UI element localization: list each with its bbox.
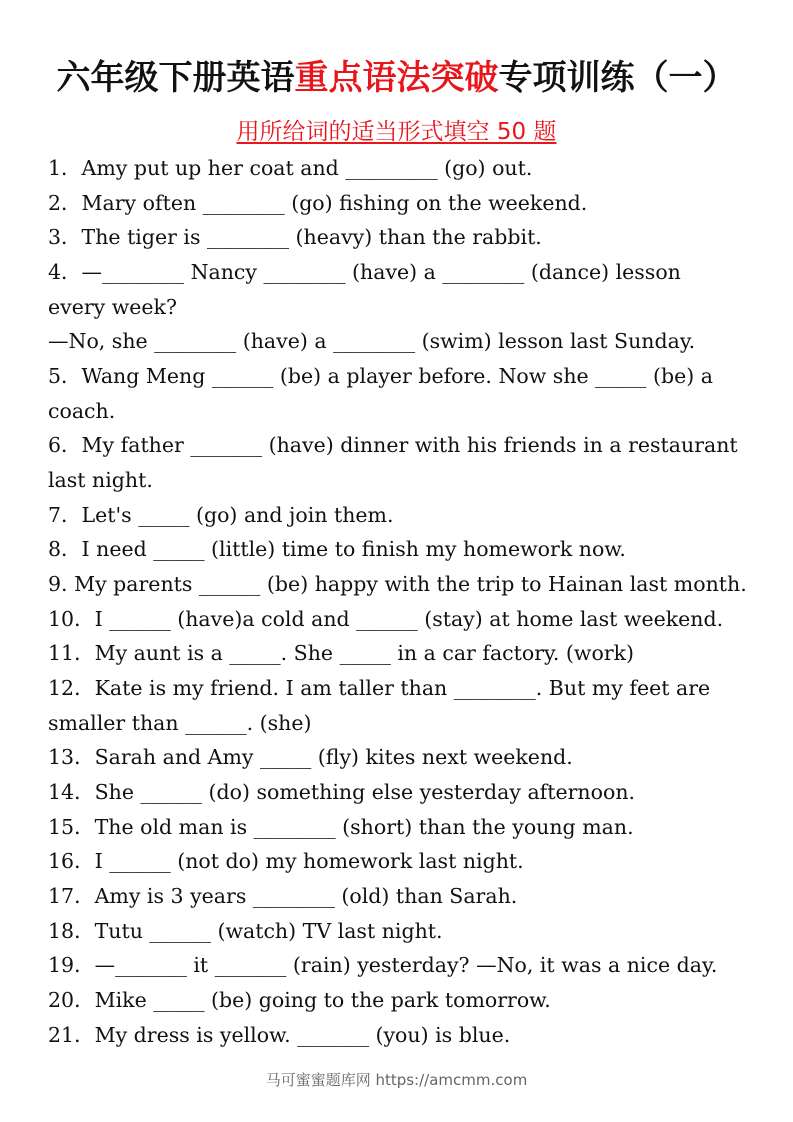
question-14 [48,775,748,810]
question-number: 9. [48,572,75,597]
question-4 [48,255,748,359]
question-text: Amy put up her coat and _________ (go) out. [81,156,533,180]
question-text: Amy is 3 years ________ (old) than Sarah. [94,884,518,909]
question-line [48,671,748,706]
question-list [48,151,748,1052]
question-21 [48,1018,748,1053]
question-number: 6． [48,433,82,458]
question-text: Sarah and Amy _____ (fly) kites next weekend. [94,745,573,770]
question-answer-line: —No, she ________ (have) a ________ (swim) lesson last Sunday. [48,329,696,354]
question-line [48,602,748,637]
question-line [48,220,748,255]
question-line-continued: coach. [48,398,116,423]
question-text: The tiger is ________ (heavy) than the rabbit. [81,225,542,250]
question-number: 17． [48,884,95,909]
question-line [48,948,748,983]
question-number: 8． [48,537,82,562]
question-text: Tutu ______ (watch) TV last night. [94,918,443,943]
question-11 [48,636,748,671]
question-text: The old man is ________ (short) than the young man. [94,814,634,839]
question-text: I need _____ (little) time to finish my homework now. [81,537,626,562]
question-3 [48,220,748,255]
question-number: 16． [48,849,95,874]
question-7 [48,498,748,533]
title-part-2: 专项训练（一） [498,58,737,98]
question-line [48,428,748,463]
section-subtitle: 用所给词的适当形式填空 50 题 [236,119,557,145]
question-number: 10． [48,606,95,631]
question-number: 13． [48,745,95,770]
question-5 [48,359,748,428]
question-text: I ______ (have)a cold and ______ (stay) at home last weekend. [94,606,724,631]
question-text: My aunt is a _____. She _____ in a car factory. (work) [94,641,635,666]
question-text: Mary often ________ (go) fishing on the weekend. [81,190,588,215]
question-1 [48,151,748,186]
question-number: 1． [48,156,82,180]
question-line [48,532,748,567]
question-line [48,810,748,845]
question-number: 12． [48,676,95,701]
question-text: Mike _____ (be) going to the park tomorrow. [94,988,551,1013]
question-number: 21． [48,1022,95,1047]
question-text: She ______ (do) something else yesterday afternoon. [94,780,636,805]
question-number: 14． [48,780,95,805]
question-number: 2． [48,190,82,215]
question-text: Let's _____ (go) and join them. [81,502,394,527]
question-16 [48,844,748,879]
question-number: 19． [48,953,95,978]
page-title [0,58,793,98]
question-line [48,255,748,290]
question-line [48,879,748,914]
question-line-continued: every week? [48,294,177,319]
footer-watermark: 马可蜜蜜题库网 https://amcmm.com [265,1071,528,1089]
question-line [48,186,748,221]
question-text: Wang Meng ______ (be) a player before. Now she _____ (be) a [81,364,713,389]
question-line [48,567,748,602]
question-number: 15． [48,814,95,839]
question-number: 18． [48,918,95,943]
question-number: 20． [48,988,95,1013]
question-6 [48,428,748,497]
question-text: My dress is yellow. _______ (you) is blue. [94,1022,511,1047]
question-12 [48,671,748,740]
question-line-continued: smaller than ______. (she) [48,710,312,735]
question-line [48,1018,748,1053]
question-13 [48,740,748,775]
question-2 [48,186,748,221]
question-20 [48,983,748,1018]
question-line [48,498,748,533]
question-number: 3． [48,225,82,250]
question-text: I ______ (not do) my homework last night. [94,849,524,874]
question-18 [48,914,748,949]
question-line [48,983,748,1018]
question-line [48,151,748,186]
question-number: 5． [48,364,82,389]
question-text: —_______ it _______ (rain) yesterday? —No, it was a nice day. [94,953,718,978]
question-19 [48,948,748,983]
question-10 [48,602,748,637]
question-number: 11． [48,641,95,666]
question-line [48,740,748,775]
question-text: My parents ______ (be) happy with the trip to Hainan last month. [74,572,747,597]
question-number: 7． [48,502,82,527]
question-15 [48,810,748,845]
question-line [48,914,748,949]
question-line [48,359,748,394]
question-line-continued: last night. [48,468,153,493]
question-8 [48,532,748,567]
title-highlight: 重点语法突破 [294,58,499,98]
question-line [48,775,748,810]
question-text: Kate is my friend. I am taller than ________. But my feet are [94,676,711,701]
question-number: 4． [48,260,82,285]
question-17 [48,879,748,914]
question-line [48,636,748,671]
question-text: —________ Nancy ________ (have) a ________ (dance) lesson [81,260,681,285]
question-9 [48,567,748,602]
question-line [48,844,748,879]
question-text: My father _______ (have) dinner with his friends in a restaurant [81,433,738,458]
title-part-1: 六年级下册英语 [56,58,295,98]
